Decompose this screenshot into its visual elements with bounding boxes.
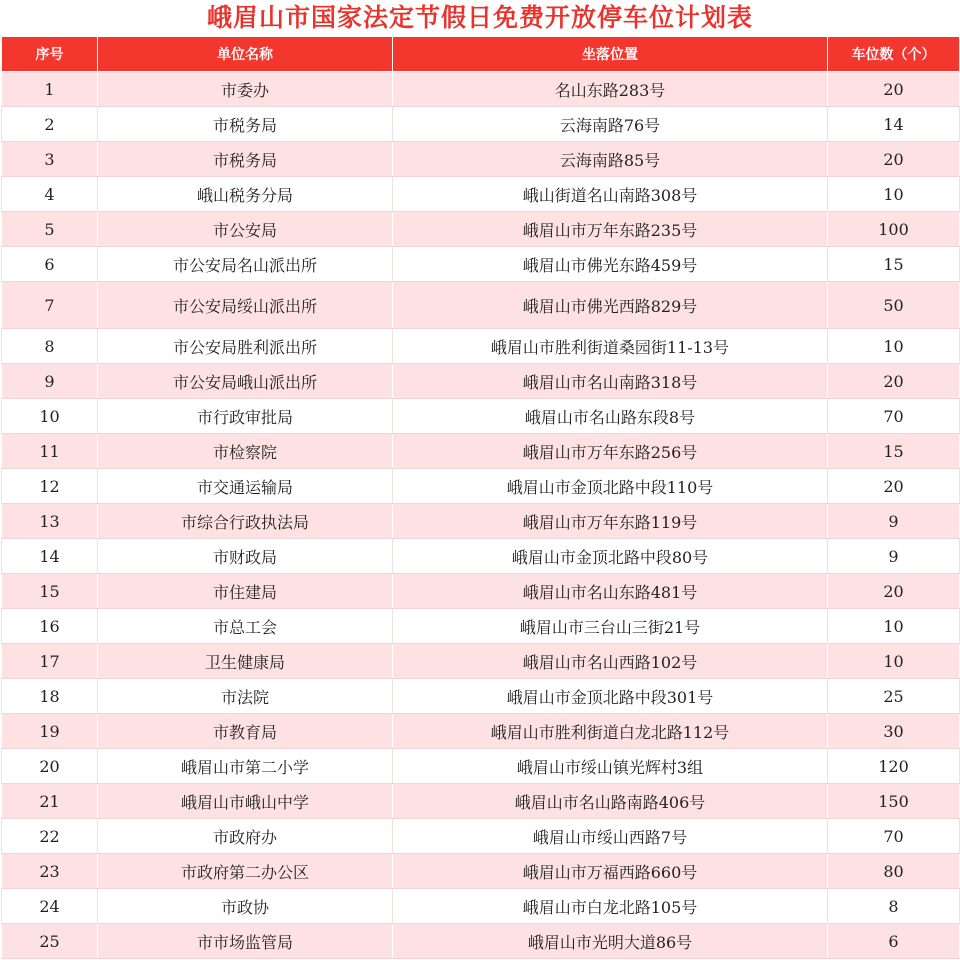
cell-space-count: 70: [828, 819, 960, 854]
cell-space-count: 25: [828, 679, 960, 714]
cell-unit-name: 市市场监管局: [98, 924, 393, 959]
cell-space-count: 9: [828, 539, 960, 574]
cell-unit-name: 市税务局: [98, 107, 393, 142]
cell-index: 19: [2, 714, 98, 749]
table-row: [2, 609, 960, 644]
cell-index: 23: [2, 854, 98, 889]
header-space-count: 车位数（个）: [828, 37, 960, 72]
cell-location: 峨眉山市胜利街道桑园街11-13号: [393, 329, 828, 364]
table-row: [2, 784, 960, 819]
cell-space-count: 70: [828, 399, 960, 434]
cell-unit-name: 市公安局名山派出所: [98, 247, 393, 282]
cell-space-count: 20: [828, 574, 960, 609]
cell-location: 峨眉山市佛光东路459号: [393, 247, 828, 282]
cell-location: 峨眉山市绥山镇光辉村3组: [393, 749, 828, 784]
cell-space-count: 10: [828, 609, 960, 644]
table-row: [2, 212, 960, 247]
cell-unit-name: 市政府办: [98, 819, 393, 854]
cell-index: 4: [2, 177, 98, 212]
cell-location: 峨眉山市名山南路318号: [393, 364, 828, 399]
cell-index: 3: [2, 142, 98, 177]
cell-space-count: 30: [828, 714, 960, 749]
cell-space-count: 10: [828, 644, 960, 679]
cell-index: 7: [2, 282, 98, 329]
cell-index: 21: [2, 784, 98, 819]
table-row: [2, 889, 960, 924]
cell-index: 25: [2, 924, 98, 959]
cell-location: 峨眉山市佛光西路829号: [393, 282, 828, 329]
table-row: [2, 539, 960, 574]
header-location: 坐落位置: [393, 37, 828, 72]
cell-location: 云海南路76号: [393, 107, 828, 142]
table-row: [2, 504, 960, 539]
cell-index: 5: [2, 212, 98, 247]
cell-location: 峨眉山市胜利街道白龙北路112号: [393, 714, 828, 749]
cell-location: 峨眉山市万年东路119号: [393, 504, 828, 539]
cell-index: 14: [2, 539, 98, 574]
table-row: [2, 469, 960, 504]
cell-space-count: 20: [828, 364, 960, 399]
cell-space-count: 8: [828, 889, 960, 924]
cell-space-count: 10: [828, 177, 960, 212]
cell-space-count: 150: [828, 784, 960, 819]
cell-space-count: 120: [828, 749, 960, 784]
cell-index: 24: [2, 889, 98, 924]
cell-index: 6: [2, 247, 98, 282]
cell-space-count: 100: [828, 212, 960, 247]
cell-space-count: 15: [828, 434, 960, 469]
table-body: [2, 72, 960, 959]
cell-unit-name: 市公安局胜利派出所: [98, 329, 393, 364]
table-row: [2, 749, 960, 784]
cell-unit-name: 峨眉山市第二小学: [98, 749, 393, 784]
cell-index: 22: [2, 819, 98, 854]
page-title: 峨眉山市国家法定节假日免费开放停车位计划表: [206, 3, 753, 32]
table-row: [2, 679, 960, 714]
cell-space-count: 80: [828, 854, 960, 889]
cell-space-count: 50: [828, 282, 960, 329]
cell-unit-name: 市交通运输局: [98, 469, 393, 504]
cell-location: 峨眉山市名山路东段8号: [393, 399, 828, 434]
cell-location: 峨眉山市名山路南路406号: [393, 784, 828, 819]
cell-space-count: 6: [828, 924, 960, 959]
cell-space-count: 20: [828, 142, 960, 177]
cell-unit-name: 市公安局: [98, 212, 393, 247]
cell-unit-name: 卫生健康局: [98, 644, 393, 679]
header-row: [2, 37, 960, 72]
table-row: [2, 282, 960, 329]
cell-location: 峨眉山市万福西路660号: [393, 854, 828, 889]
cell-space-count: 15: [828, 247, 960, 282]
cell-unit-name: 市财政局: [98, 539, 393, 574]
cell-location: 峨眉山市光明大道86号: [393, 924, 828, 959]
cell-location: 峨眉山市金顶北路中段301号: [393, 679, 828, 714]
cell-space-count: 20: [828, 72, 960, 107]
cell-index: 2: [2, 107, 98, 142]
cell-unit-name: 市政府第二办公区: [98, 854, 393, 889]
cell-location: 峨眉山市绥山西路7号: [393, 819, 828, 854]
cell-unit-name: 峨眉山市峨山中学: [98, 784, 393, 819]
table-row: [2, 177, 960, 212]
cell-unit-name: 市公安局绥山派出所: [98, 282, 393, 329]
cell-location: 峨眉山市金顶北路中段110号: [393, 469, 828, 504]
cell-space-count: 9: [828, 504, 960, 539]
cell-space-count: 14: [828, 107, 960, 142]
cell-location: 峨眉山市名山西路102号: [393, 644, 828, 679]
cell-index: 13: [2, 504, 98, 539]
table-row: [2, 247, 960, 282]
cell-index: 15: [2, 574, 98, 609]
cell-location: 峨眉山市三台山三街21号: [393, 609, 828, 644]
table-row: [2, 574, 960, 609]
cell-location: 云海南路85号: [393, 142, 828, 177]
cell-index: 17: [2, 644, 98, 679]
cell-unit-name: 市检察院: [98, 434, 393, 469]
cell-location: 峨眉山市白龙北路105号: [393, 889, 828, 924]
table-row: [2, 434, 960, 469]
cell-location: 名山东路283号: [393, 72, 828, 107]
table-row: [2, 329, 960, 364]
table-row: [2, 364, 960, 399]
cell-unit-name: 市公安局峨山派出所: [98, 364, 393, 399]
cell-unit-name: 峨山税务分局: [98, 177, 393, 212]
cell-index: 1: [2, 72, 98, 107]
cell-unit-name: 市税务局: [98, 142, 393, 177]
cell-index: 9: [2, 364, 98, 399]
cell-index: 18: [2, 679, 98, 714]
table-row: [2, 819, 960, 854]
cell-unit-name: 市教育局: [98, 714, 393, 749]
table-row: [2, 644, 960, 679]
table-row: [2, 924, 960, 959]
cell-location: 峨眉山市万年东路256号: [393, 434, 828, 469]
table-row: [2, 72, 960, 107]
cell-unit-name: 市总工会: [98, 609, 393, 644]
cell-location: 峨山街道名山南路308号: [393, 177, 828, 212]
table-row: [2, 107, 960, 142]
cell-unit-name: 市住建局: [98, 574, 393, 609]
table-row: [2, 399, 960, 434]
cell-unit-name: 市法院: [98, 679, 393, 714]
cell-index: 20: [2, 749, 98, 784]
cell-location: 峨眉山市名山东路481号: [393, 574, 828, 609]
cell-space-count: 10: [828, 329, 960, 364]
cell-index: 16: [2, 609, 98, 644]
table-row: [2, 854, 960, 889]
parking-table: [1, 36, 960, 959]
cell-unit-name: 市综合行政执法局: [98, 504, 393, 539]
cell-location: 峨眉山市万年东路235号: [393, 212, 828, 247]
cell-index: 12: [2, 469, 98, 504]
table-row: [2, 714, 960, 749]
cell-unit-name: 市行政审批局: [98, 399, 393, 434]
cell-unit-name: 市委办: [98, 72, 393, 107]
cell-index: 8: [2, 329, 98, 364]
cell-index: 11: [2, 434, 98, 469]
table-row: [2, 142, 960, 177]
header-index: 序号: [2, 37, 98, 72]
cell-space-count: 20: [828, 469, 960, 504]
cell-unit-name: 市政协: [98, 889, 393, 924]
cell-index: 10: [2, 399, 98, 434]
header-unit-name: 单位名称: [98, 37, 393, 72]
cell-location: 峨眉山市金顶北路中段80号: [393, 539, 828, 574]
